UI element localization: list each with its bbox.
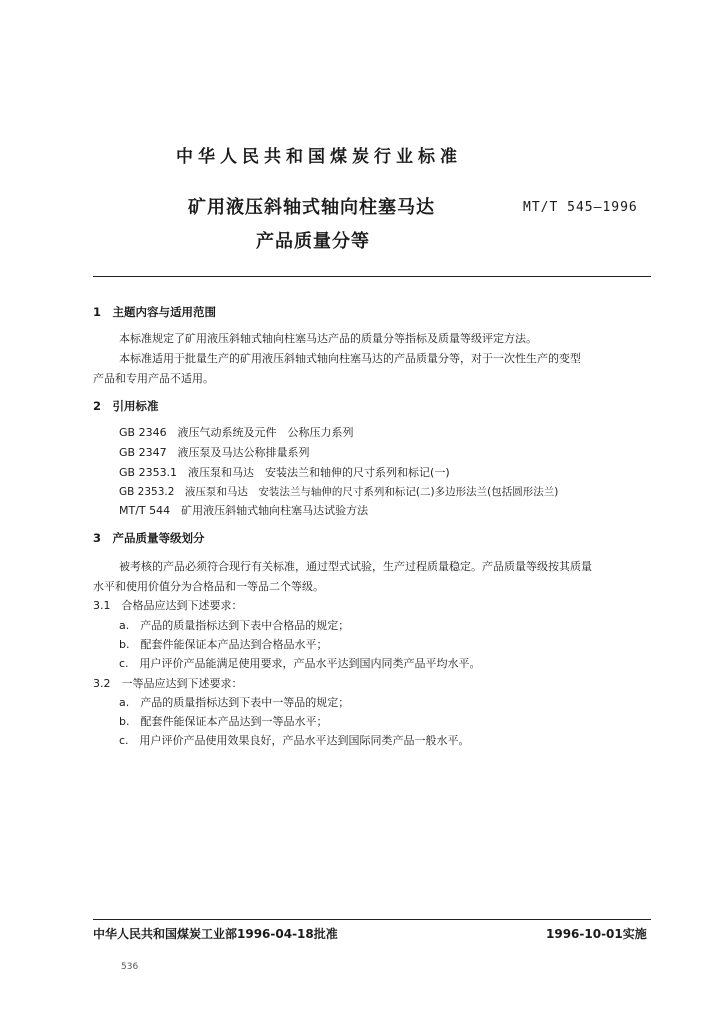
list-item: b. 配套件能保证本产品达到合格品水平； [119,638,328,651]
issuing-body-title: 中华人民共和国煤炭行业标准 [176,147,462,167]
section1-paragraph2-line1: 本标准适用于批量生产的矿用液压斜轴式轴向柱塞马达的产品质量分等，对于一次性生产的变型 [119,352,581,365]
standard-code: MT/T 545—1996 [523,200,638,215]
section1-heading: 1 主题内容与适用范围 [93,305,217,319]
subsection-3-1-heading: 3.1 合格品应达到下述要求： [93,599,243,612]
approval-statement: 中华人民共和国煤炭工业部1996-04-18批准 [93,927,338,941]
effective-date: 1996-10-01实施 [546,927,647,941]
section3-paragraph-line2: 水平和使用价值分为合格品和一等品二个等级。 [93,580,324,593]
section1-paragraph2-line2: 产品和专用产品不适用。 [93,372,214,385]
reference-item: GB 2353.1 液压泵和马达 安装法兰和轴伸的尺寸系列和标记(一) [119,466,450,479]
reference-item: MT/T 544 矿用液压斜轴式轴向柱塞马达试验方法 [119,504,369,517]
section1-paragraph1: 本标准规定了矿用液压斜轴式轴向柱塞马达产品的质量分等指标及质量等级评定方法。 [119,332,537,345]
section2-heading: 2 引用标准 [93,399,159,413]
list-item: c. 用户评价产品能满足使用要求，产品水平达到国内同类产品平均水平。 [119,657,481,670]
reference-item: GB 2347 液压泵及马达公称排量系列 [119,446,310,459]
list-item: a. 产品的质量指标达到下表中一等品的规定； [119,696,350,709]
footer-divider [93,919,651,920]
header-divider [93,276,651,277]
subsection-3-2-heading: 3.2 一等品应达到下述要求： [93,677,243,690]
page-number: 536 [121,962,139,972]
reference-item: GB 2353.2 液压泵和马达 安装法兰与轴伸的尺寸系列和标记(二)多边形法兰(包括圆形法兰) [119,486,559,498]
document-title-line1: 矿用液压斜轴式轴向柱塞马达 [188,197,435,218]
list-item: b. 配套件能保证本产品达到一等品水平； [119,715,328,728]
section3-heading: 3 产品质量等级划分 [93,531,205,545]
section3-paragraph-line1: 被考核的产品必须符合现行有关标准，通过型式试验，生产过程质量稳定。产品质量等级按其质量 [119,560,592,573]
list-item: a. 产品的质量指标达到下表中合格品的规定； [119,619,350,632]
list-item: c. 用户评价产品使用效果良好，产品水平达到国际同类产品一般水平。 [119,734,470,747]
reference-item: GB 2346 液压气动系统及元件 公称压力系列 [119,426,354,439]
document-title-line2: 产品质量分等 [256,231,370,252]
